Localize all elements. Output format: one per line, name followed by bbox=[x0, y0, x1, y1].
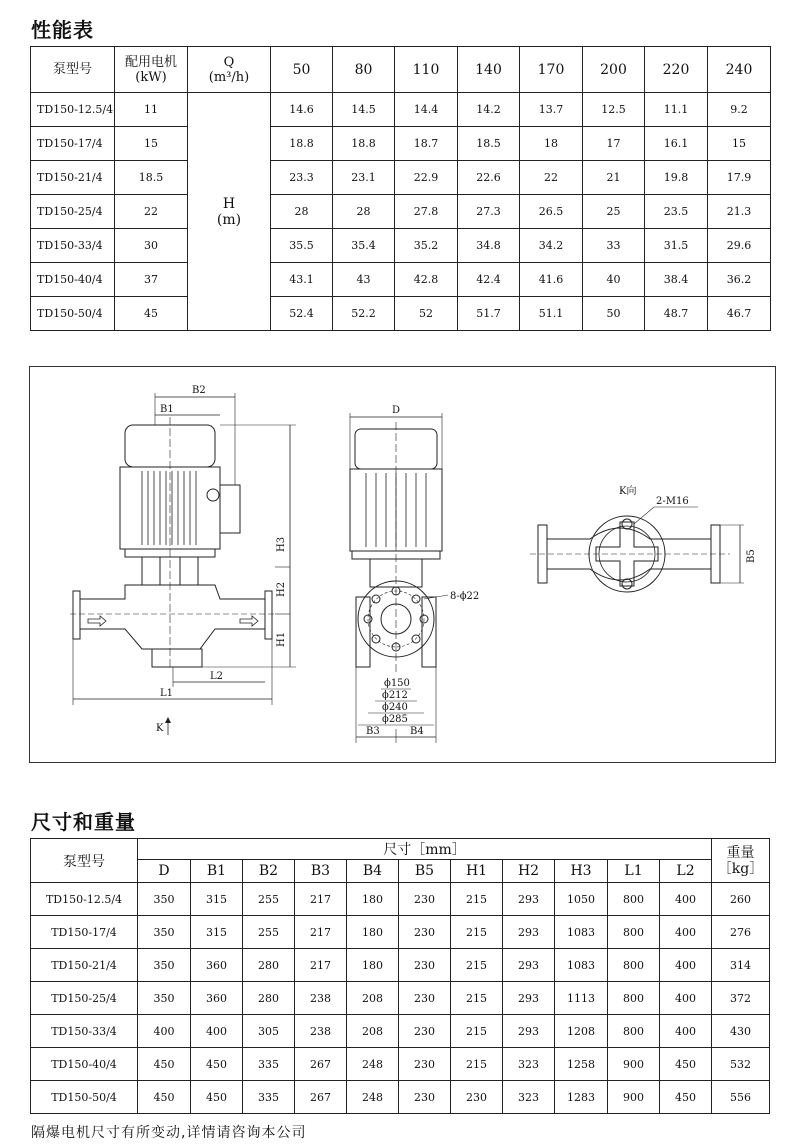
drawing-svg bbox=[30, 367, 777, 764]
cell-head-value: 52.2 bbox=[333, 297, 395, 331]
performance-title: 性能表 bbox=[31, 18, 94, 42]
cell-dimension: 400 bbox=[660, 883, 712, 916]
cell-head-value: 18 bbox=[520, 127, 583, 161]
cell-dimension: 208 bbox=[347, 982, 399, 1015]
cell-head-value: 51.7 bbox=[458, 297, 520, 331]
cell-power: 18.5 bbox=[115, 161, 188, 195]
cell-head-value: 33 bbox=[583, 229, 645, 263]
cell-dimension: 1083 bbox=[555, 916, 608, 949]
cell-head-value: 18.5 bbox=[458, 127, 520, 161]
inlet-flange bbox=[73, 591, 80, 639]
table-row bbox=[31, 1081, 770, 1114]
dims-col-header: B3 bbox=[295, 860, 347, 883]
cell-dimension: 400 bbox=[138, 1015, 191, 1048]
cell-head-value: 48.7 bbox=[645, 297, 708, 331]
cell-dimension: 230 bbox=[451, 1081, 503, 1114]
cell-dimension: 230 bbox=[399, 883, 451, 916]
cell-dimension: 215 bbox=[451, 982, 503, 1015]
col-header-flow-value: 140 bbox=[458, 47, 520, 93]
dims-col-header: B4 bbox=[347, 860, 399, 883]
cell-head-value: 35.2 bbox=[395, 229, 458, 263]
cell-head-value: 34.8 bbox=[458, 229, 520, 263]
front-left-casing bbox=[356, 597, 370, 667]
cell-dimension: 248 bbox=[347, 1048, 399, 1081]
col-header-flow-value: 200 bbox=[583, 47, 645, 93]
cell-head-value: 11.1 bbox=[645, 93, 708, 127]
cell-head-value: 31.5 bbox=[645, 229, 708, 263]
label-bolts: 8-ϕ22 bbox=[450, 591, 480, 602]
table-row bbox=[31, 127, 771, 161]
cell-head-value: 42.8 bbox=[395, 263, 458, 297]
cell-weight: 372 bbox=[712, 982, 770, 1015]
cell-dimension: 900 bbox=[608, 1048, 660, 1081]
cell-head-value: 14.4 bbox=[395, 93, 458, 127]
cell-head-value: 17.9 bbox=[708, 161, 771, 195]
cell-model: TD150-40/4 bbox=[31, 1048, 138, 1081]
cell-dimension: 360 bbox=[191, 949, 243, 982]
label-k-view: K向 bbox=[619, 486, 637, 497]
cell-dimension: 293 bbox=[503, 982, 555, 1015]
cell-head-value: 21.3 bbox=[708, 195, 771, 229]
label-b1: B1 bbox=[160, 404, 174, 415]
cell-dimension: 450 bbox=[138, 1048, 191, 1081]
cell-dimension: 400 bbox=[660, 1015, 712, 1048]
dims-col-header-model: 泵型号 bbox=[31, 839, 138, 883]
table-row bbox=[31, 195, 771, 229]
cell-head-value: 17 bbox=[583, 127, 645, 161]
cell-head-value: 16.1 bbox=[645, 127, 708, 161]
cell-head-value: 29.6 bbox=[708, 229, 771, 263]
cell-dimension: 1083 bbox=[555, 949, 608, 982]
cell-dimension: 350 bbox=[138, 883, 191, 916]
outlet-flange bbox=[265, 591, 272, 639]
cell-dimension: 215 bbox=[451, 1048, 503, 1081]
cell-power: 45 bbox=[115, 297, 188, 331]
table-row bbox=[31, 93, 771, 127]
table-row bbox=[31, 263, 771, 297]
col-header-power: 配用电机 (kW) bbox=[115, 47, 188, 93]
cell-head-value: 18.8 bbox=[271, 127, 333, 161]
label-d212: ϕ212 bbox=[382, 690, 408, 701]
cell-dimension: 800 bbox=[608, 1015, 660, 1048]
cell-dimension: 450 bbox=[660, 1048, 712, 1081]
cell-dimension: 180 bbox=[347, 883, 399, 916]
cell-dimension: 230 bbox=[399, 916, 451, 949]
terminal-box bbox=[220, 485, 240, 533]
cell-head-value: 42.4 bbox=[458, 263, 520, 297]
cell-dimension: 800 bbox=[608, 982, 660, 1015]
table-row bbox=[31, 916, 770, 949]
cell-dimension: 238 bbox=[295, 982, 347, 1015]
col-header-model: 泵型号 bbox=[31, 47, 115, 93]
cell-dimension: 335 bbox=[243, 1048, 295, 1081]
cell-head-value: 27.8 bbox=[395, 195, 458, 229]
cell-head-value: 27.3 bbox=[458, 195, 520, 229]
cell-dimension: 180 bbox=[347, 916, 399, 949]
cell-weight: 260 bbox=[712, 883, 770, 916]
cell-head-value: 21 bbox=[583, 161, 645, 195]
pump-foot bbox=[152, 649, 202, 667]
pump-body bbox=[80, 585, 265, 649]
cell-dimension: 180 bbox=[347, 949, 399, 982]
cell-dimension: 800 bbox=[608, 916, 660, 949]
flange-bolts bbox=[364, 587, 428, 651]
cell-model: TD150-12.5/4 bbox=[31, 93, 115, 127]
dimension-drawing bbox=[29, 366, 776, 763]
cell-dimension: 208 bbox=[347, 1015, 399, 1048]
cell-model: TD150-21/4 bbox=[31, 949, 138, 982]
cell-dimension: 255 bbox=[243, 883, 295, 916]
cell-dimension: 217 bbox=[295, 916, 347, 949]
cell-weight: 532 bbox=[712, 1048, 770, 1081]
cell-dimension: 1283 bbox=[555, 1081, 608, 1114]
cell-dimension: 293 bbox=[503, 949, 555, 982]
cell-dimension: 293 bbox=[503, 916, 555, 949]
cell-dimension: 248 bbox=[347, 1081, 399, 1114]
dims-col-header: H2 bbox=[503, 860, 555, 883]
cell-dimension: 215 bbox=[451, 1015, 503, 1048]
cell-head-value: 13.7 bbox=[520, 93, 583, 127]
cell-dimension: 230 bbox=[399, 949, 451, 982]
cell-model: TD150-17/4 bbox=[31, 916, 138, 949]
cell-dimension: 230 bbox=[399, 1048, 451, 1081]
table-row bbox=[31, 1048, 770, 1081]
cell-dimension: 323 bbox=[503, 1048, 555, 1081]
cell-dimension: 400 bbox=[660, 982, 712, 1015]
dims-col-header: B1 bbox=[191, 860, 243, 883]
cell-dimension: 280 bbox=[243, 949, 295, 982]
col-header-flow-value: 170 bbox=[520, 47, 583, 93]
cell-head-value: 43.1 bbox=[271, 263, 333, 297]
cell-head-value: 34.2 bbox=[520, 229, 583, 263]
cell-dimension: 315 bbox=[191, 883, 243, 916]
cell-dimension: 293 bbox=[503, 883, 555, 916]
performance-table bbox=[30, 46, 771, 331]
label-b5: B5 bbox=[746, 549, 757, 563]
label-m16: 2-M16 bbox=[656, 496, 689, 507]
cell-head-value: 14.2 bbox=[458, 93, 520, 127]
cell-dimension: 293 bbox=[503, 1015, 555, 1048]
dims-col-header: D bbox=[138, 860, 191, 883]
dimensions-table bbox=[30, 838, 770, 1114]
cell-head-value: 19.8 bbox=[645, 161, 708, 195]
label-b3: B3 bbox=[366, 726, 380, 737]
cell-head-value: 25 bbox=[583, 195, 645, 229]
front-right-casing bbox=[422, 597, 436, 667]
dims-col-header: H1 bbox=[451, 860, 503, 883]
col-header-flow-value: 50 bbox=[271, 47, 333, 93]
cell-model: TD150-40/4 bbox=[31, 263, 115, 297]
table-row bbox=[31, 883, 770, 916]
dims-col-header: H3 bbox=[555, 860, 608, 883]
cell-weight: 430 bbox=[712, 1015, 770, 1048]
cell-model: TD150-12.5/4 bbox=[31, 883, 138, 916]
label-l2: L2 bbox=[210, 671, 224, 682]
cell-dimension: 315 bbox=[191, 916, 243, 949]
cell-dimension: 238 bbox=[295, 1015, 347, 1048]
cell-head-value: 18.7 bbox=[395, 127, 458, 161]
cell-weight: 556 bbox=[712, 1081, 770, 1114]
cell-dimension: 1258 bbox=[555, 1048, 608, 1081]
dims-col-header: L2 bbox=[660, 860, 712, 883]
cell-dimension: 305 bbox=[243, 1015, 295, 1048]
cell-dimension: 350 bbox=[138, 949, 191, 982]
cell-power: 37 bbox=[115, 263, 188, 297]
table-row bbox=[31, 161, 771, 195]
cell-power: 22 bbox=[115, 195, 188, 229]
footer-note: 隔爆电机尺寸有所变动,详情请咨询本公司 bbox=[31, 1125, 307, 1141]
cell-dimension: 450 bbox=[191, 1048, 243, 1081]
cell-head-value: 23.5 bbox=[645, 195, 708, 229]
dims-size-group-header: 尺寸［mm］ bbox=[138, 839, 712, 860]
lifting-eye bbox=[207, 489, 219, 501]
dimensions-title: 尺寸和重量 bbox=[31, 810, 136, 834]
label-h3: H3 bbox=[276, 536, 287, 552]
label-h1: H1 bbox=[276, 631, 287, 647]
cell-head-value: 12.5 bbox=[583, 93, 645, 127]
cell-head-value: 14.6 bbox=[271, 93, 333, 127]
cell-head-value: 52.4 bbox=[271, 297, 333, 331]
cell-model: TD150-25/4 bbox=[31, 195, 115, 229]
cell-head-value: 35.4 bbox=[333, 229, 395, 263]
cell-head-value: 22.9 bbox=[395, 161, 458, 195]
dims-col-header: B5 bbox=[399, 860, 451, 883]
table-row bbox=[31, 297, 771, 331]
label-b4: B4 bbox=[410, 726, 424, 737]
cell-dimension: 217 bbox=[295, 883, 347, 916]
cell-dimension: 1050 bbox=[555, 883, 608, 916]
cell-dimension: 400 bbox=[660, 949, 712, 982]
cell-dimension: 230 bbox=[399, 982, 451, 1015]
cell-dimension: 450 bbox=[660, 1081, 712, 1114]
cell-dimension: 400 bbox=[191, 1015, 243, 1048]
cell-head-value: 23.3 bbox=[271, 161, 333, 195]
table-row bbox=[31, 949, 770, 982]
cell-head-value: 43 bbox=[333, 263, 395, 297]
cell-dimension: 350 bbox=[138, 982, 191, 1015]
label-b2: B2 bbox=[192, 385, 206, 396]
cell-model: TD150-33/4 bbox=[31, 1015, 138, 1048]
cell-head-value: 40 bbox=[583, 263, 645, 297]
cell-dimension: 215 bbox=[451, 883, 503, 916]
table-row bbox=[31, 982, 770, 1015]
cell-head-value: 22 bbox=[520, 161, 583, 195]
cell-dimension: 267 bbox=[295, 1048, 347, 1081]
cell-dimension: 900 bbox=[608, 1081, 660, 1114]
cell-head-value: 18.8 bbox=[333, 127, 395, 161]
cell-weight: 314 bbox=[712, 949, 770, 982]
cell-dimension: 1208 bbox=[555, 1015, 608, 1048]
cell-head-value: 52 bbox=[395, 297, 458, 331]
cell-model: TD150-21/4 bbox=[31, 161, 115, 195]
label-l1: L1 bbox=[160, 688, 174, 699]
cell-power: 15 bbox=[115, 127, 188, 161]
cell-dimension: 450 bbox=[191, 1081, 243, 1114]
cell-dimension: 215 bbox=[451, 949, 503, 982]
cell-head-value: 9.2 bbox=[708, 93, 771, 127]
label-d150: ϕ150 bbox=[384, 678, 410, 689]
cell-dimension: 217 bbox=[295, 949, 347, 982]
pump-flange-bore bbox=[381, 604, 411, 634]
cell-head-value: 22.6 bbox=[458, 161, 520, 195]
cell-power: 30 bbox=[115, 229, 188, 263]
col-header-flow-value: 220 bbox=[645, 47, 708, 93]
dims-col-header: B2 bbox=[243, 860, 295, 883]
cell-dimension: 255 bbox=[243, 916, 295, 949]
cell-dimension: 230 bbox=[399, 1015, 451, 1048]
col-header-flow: Q (m³/h) bbox=[188, 47, 271, 93]
label-k: K bbox=[156, 723, 164, 734]
label-d: D bbox=[392, 405, 401, 416]
cell-weight: 276 bbox=[712, 916, 770, 949]
col-header-flow-value: 110 bbox=[395, 47, 458, 93]
cell-dimension: 215 bbox=[451, 916, 503, 949]
cell-head-value: 35.5 bbox=[271, 229, 333, 263]
cell-model: TD150-50/4 bbox=[31, 1081, 138, 1114]
cell-head-value: 15 bbox=[708, 127, 771, 161]
cell-head-value: 36.2 bbox=[708, 263, 771, 297]
label-d240: ϕ240 bbox=[382, 702, 408, 713]
cell-head-value: 38.4 bbox=[645, 263, 708, 297]
cell-dimension: 350 bbox=[138, 916, 191, 949]
cell-dimension: 800 bbox=[608, 883, 660, 916]
cell-dimension: 323 bbox=[503, 1081, 555, 1114]
cell-dimension: 450 bbox=[138, 1081, 191, 1114]
cell-head-value: 14.5 bbox=[333, 93, 395, 127]
cell-head-value: 50 bbox=[583, 297, 645, 331]
cell-model: TD150-17/4 bbox=[31, 127, 115, 161]
cell-head-value: 28 bbox=[271, 195, 333, 229]
cell-head-value: 28 bbox=[333, 195, 395, 229]
k-motor-circle bbox=[589, 516, 665, 592]
dims-col-header: L1 bbox=[608, 860, 660, 883]
k-view bbox=[530, 507, 744, 592]
cell-power: 11 bbox=[115, 93, 188, 127]
cell-head-value: 41.6 bbox=[520, 263, 583, 297]
cell-dimension: 800 bbox=[608, 949, 660, 982]
motor-fins bbox=[142, 471, 196, 545]
cell-dimension: 335 bbox=[243, 1081, 295, 1114]
col-header-flow-value: 80 bbox=[333, 47, 395, 93]
cell-model: TD150-50/4 bbox=[31, 297, 115, 331]
dims-col-header-weight: 重量 ［kg］ bbox=[712, 839, 770, 883]
cell-head-value: 46.7 bbox=[708, 297, 771, 331]
cell-dimension: 267 bbox=[295, 1081, 347, 1114]
cell-head-value: 23.1 bbox=[333, 161, 395, 195]
cell-dimension: 280 bbox=[243, 982, 295, 1015]
cell-model: TD150-25/4 bbox=[31, 982, 138, 1015]
cell-dimension: 230 bbox=[399, 1081, 451, 1114]
side-view bbox=[70, 393, 296, 735]
table-row bbox=[31, 229, 771, 263]
cell-head-value: 26.5 bbox=[520, 195, 583, 229]
cell-head-label: H (m) bbox=[188, 93, 271, 331]
cell-dimension: 1113 bbox=[555, 982, 608, 1015]
cell-dimension: 360 bbox=[191, 982, 243, 1015]
col-header-flow-value: 240 bbox=[708, 47, 771, 93]
label-d285: ϕ285 bbox=[382, 714, 408, 725]
label-h2: H2 bbox=[276, 581, 287, 597]
cell-model: TD150-33/4 bbox=[31, 229, 115, 263]
cell-head-value: 51.1 bbox=[520, 297, 583, 331]
table-row bbox=[31, 1015, 770, 1048]
cell-dimension: 400 bbox=[660, 916, 712, 949]
